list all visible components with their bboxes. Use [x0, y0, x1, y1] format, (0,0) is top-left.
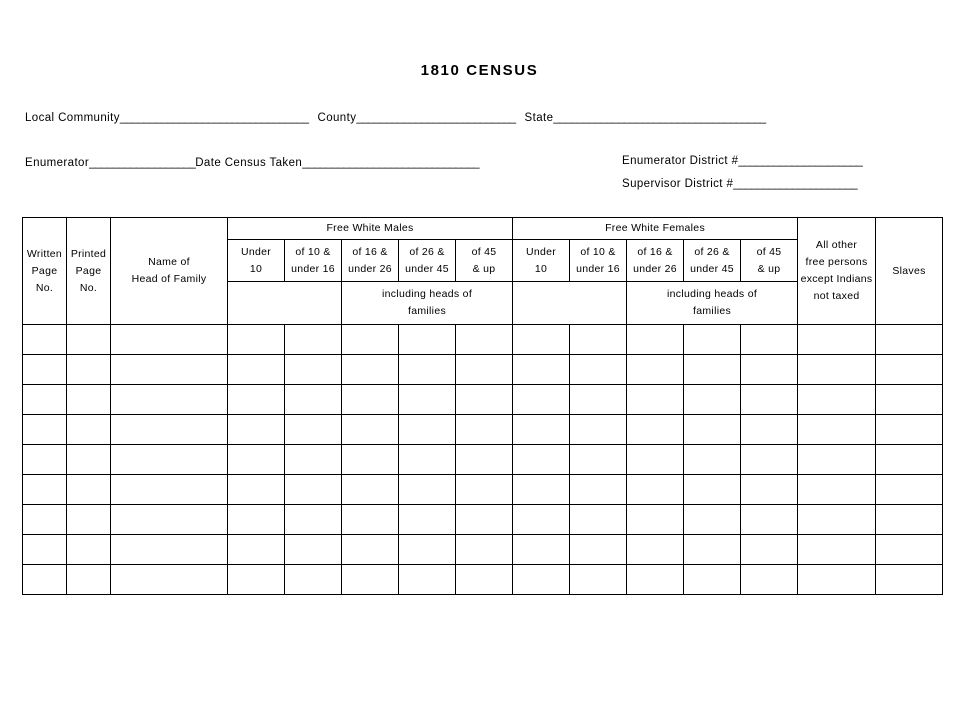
table-cell[interactable]	[798, 445, 876, 475]
table-cell[interactable]	[684, 475, 741, 505]
enumerator-label: Enumerator	[25, 157, 90, 169]
table-cell[interactable]	[111, 565, 228, 595]
table-cell[interactable]	[67, 385, 111, 415]
table-cell[interactable]	[570, 385, 627, 415]
table-row	[23, 535, 943, 565]
table-cell[interactable]	[798, 475, 876, 505]
table-cell[interactable]	[876, 565, 943, 595]
table-cell[interactable]	[570, 475, 627, 505]
table-cell[interactable]	[741, 415, 798, 445]
table-cell[interactable]	[342, 475, 399, 505]
table-row	[23, 475, 943, 505]
table-cell[interactable]	[228, 505, 285, 535]
table-cell[interactable]	[570, 445, 627, 475]
table-cell[interactable]	[456, 475, 513, 505]
table-cell[interactable]	[285, 355, 342, 385]
table-cell[interactable]	[285, 385, 342, 415]
table-cell[interactable]	[627, 415, 684, 445]
table-cell[interactable]	[798, 385, 876, 415]
table-cell[interactable]	[570, 505, 627, 535]
table-cell[interactable]	[111, 445, 228, 475]
table-cell[interactable]	[513, 385, 570, 415]
col-header-printed-page-no: Printed Page No.	[67, 218, 111, 325]
table-cell[interactable]	[67, 475, 111, 505]
table-cell[interactable]	[399, 385, 456, 415]
table-cell[interactable]	[342, 415, 399, 445]
col-header-females-under-10: Under 10	[513, 240, 570, 282]
table-cell[interactable]	[23, 385, 67, 415]
table-cell[interactable]	[285, 445, 342, 475]
local-community-label: Local Community	[25, 112, 120, 124]
page-title: 1810 CENSUS	[420, 62, 539, 79]
table-cell[interactable]	[456, 385, 513, 415]
col-header-males-16-to-26: of 16 & under 26	[342, 240, 399, 282]
table-cell[interactable]	[111, 505, 228, 535]
table-cell[interactable]	[399, 325, 456, 355]
col-header-females-45-and-up: of 45 & up	[741, 240, 798, 282]
table-cell[interactable]	[876, 445, 943, 475]
table-group-header-row	[23, 218, 943, 240]
table-cell[interactable]	[684, 385, 741, 415]
table-cell[interactable]	[23, 325, 67, 355]
enumerator-input-rule[interactable]: __________________	[89, 157, 196, 169]
table-cell[interactable]	[741, 505, 798, 535]
enumerator-district-input-rule[interactable]: _____________________	[738, 155, 863, 167]
table-cell[interactable]	[798, 415, 876, 445]
table-cell[interactable]	[23, 445, 67, 475]
spacer-males-10-to-16	[285, 282, 342, 325]
table-cell[interactable]	[342, 385, 399, 415]
col-header-males-10-to-16: of 10 & under 16	[285, 240, 342, 282]
table-cell[interactable]	[67, 565, 111, 595]
table-cell[interactable]	[684, 415, 741, 445]
table-cell[interactable]	[342, 535, 399, 565]
date-census-taken-input-rule[interactable]: ______________________________	[302, 157, 480, 169]
table-cell[interactable]	[513, 535, 570, 565]
county-label: County	[317, 112, 357, 124]
col-header-males-45-and-up: of 45 & up	[456, 240, 513, 282]
col-group-header-free-white-females: Free White Females	[513, 218, 798, 240]
table-cell[interactable]	[741, 565, 798, 595]
col-header-slaves: Slaves	[876, 218, 943, 325]
table-cell[interactable]	[627, 535, 684, 565]
table-cell[interactable]	[228, 475, 285, 505]
table-cell[interactable]	[513, 415, 570, 445]
table-cell[interactable]	[399, 505, 456, 535]
table-cell[interactable]	[111, 325, 228, 355]
table-cell[interactable]	[228, 355, 285, 385]
col-header-females-10-to-16: of 10 & under 16	[570, 240, 627, 282]
col-header-males-including-heads-of-families: including heads of families	[342, 282, 513, 325]
table-cell[interactable]	[513, 355, 570, 385]
table-cell[interactable]	[798, 505, 876, 535]
table-cell[interactable]	[513, 505, 570, 535]
table-cell[interactable]	[342, 565, 399, 595]
col-header-written-page-no: Written Page No.	[23, 218, 67, 325]
table-cell[interactable]	[798, 355, 876, 385]
table-cell[interactable]	[627, 385, 684, 415]
state-label: State	[524, 112, 554, 124]
table-cell[interactable]	[67, 355, 111, 385]
table-cell[interactable]	[627, 325, 684, 355]
state-input-rule[interactable]: ____________________________________	[553, 112, 766, 124]
table-cell[interactable]	[23, 505, 67, 535]
table-cell[interactable]	[798, 535, 876, 565]
spacer-females-under-10	[513, 282, 570, 325]
table-cell[interactable]	[876, 325, 943, 355]
local-community-input-rule[interactable]: ________________________________	[119, 112, 309, 124]
table-cell[interactable]	[111, 385, 228, 415]
header-row-enumerator	[25, 157, 479, 169]
table-cell[interactable]	[627, 565, 684, 595]
table-cell[interactable]	[111, 415, 228, 445]
supervisor-district-label: Supervisor District #	[622, 178, 734, 190]
table-cell[interactable]	[23, 415, 67, 445]
table-cell[interactable]	[570, 535, 627, 565]
table-cell[interactable]	[342, 325, 399, 355]
table-cell[interactable]	[23, 475, 67, 505]
table-cell[interactable]	[798, 565, 876, 595]
table-row	[23, 355, 943, 385]
table-cell[interactable]	[798, 325, 876, 355]
table-cell[interactable]	[23, 535, 67, 565]
col-header-all-other-free-persons: All other free persons except Indians not taxed	[798, 218, 876, 325]
table-cell[interactable]	[876, 385, 943, 415]
table-cell[interactable]	[570, 415, 627, 445]
table-cell[interactable]	[67, 505, 111, 535]
table-cell[interactable]	[228, 415, 285, 445]
table-row	[23, 415, 943, 445]
table-cell[interactable]	[456, 445, 513, 475]
county-input-rule[interactable]: ___________________________	[356, 112, 516, 124]
header-row-location	[25, 112, 766, 124]
col-header-name-of-head-of-family: Name of Head of Family	[111, 218, 228, 325]
table-cell[interactable]	[285, 535, 342, 565]
table-cell[interactable]	[684, 325, 741, 355]
header-row-enumerator-district	[622, 155, 862, 167]
table-cell[interactable]	[627, 445, 684, 475]
supervisor-district-input-rule[interactable]: _____________________	[733, 178, 858, 190]
table-cell[interactable]	[876, 535, 943, 565]
table-cell[interactable]	[456, 505, 513, 535]
table-cell[interactable]	[627, 355, 684, 385]
table-cell[interactable]	[741, 475, 798, 505]
table-cell[interactable]	[627, 475, 684, 505]
table-cell[interactable]	[67, 535, 111, 565]
table-cell[interactable]	[456, 565, 513, 595]
table-cell[interactable]	[513, 325, 570, 355]
col-header-females-16-to-26: of 16 & under 26	[627, 240, 684, 282]
census-table	[22, 217, 943, 595]
table-cell[interactable]	[285, 415, 342, 445]
census-table-body	[23, 325, 943, 595]
col-header-females-including-heads-of-families: including heads of families	[627, 282, 798, 325]
table-cell[interactable]	[285, 325, 342, 355]
table-cell[interactable]	[23, 355, 67, 385]
table-cell[interactable]	[111, 535, 228, 565]
table-cell[interactable]	[741, 535, 798, 565]
table-cell[interactable]	[67, 445, 111, 475]
table-cell[interactable]	[684, 535, 741, 565]
spacer-females-10-to-16	[570, 282, 627, 325]
table-cell[interactable]	[876, 355, 943, 385]
table-cell[interactable]	[399, 565, 456, 595]
table-cell[interactable]	[342, 355, 399, 385]
table-cell[interactable]	[111, 475, 228, 505]
table-cell[interactable]	[23, 565, 67, 595]
col-header-females-26-to-45: of 26 & under 45	[684, 240, 741, 282]
spacer-males-under-10	[228, 282, 285, 325]
table-cell[interactable]	[741, 445, 798, 475]
table-cell[interactable]	[570, 565, 627, 595]
table-cell[interactable]	[570, 325, 627, 355]
table-cell[interactable]	[67, 415, 111, 445]
table-row	[23, 385, 943, 415]
table-cell[interactable]	[228, 535, 285, 565]
table-cell[interactable]	[456, 355, 513, 385]
header-row-supervisor-district	[622, 178, 857, 190]
table-cell[interactable]	[684, 445, 741, 475]
enumerator-district-label: Enumerator District #	[622, 155, 739, 167]
table-cell[interactable]	[741, 385, 798, 415]
table-cell[interactable]	[285, 475, 342, 505]
table-cell[interactable]	[285, 565, 342, 595]
table-cell[interactable]	[876, 415, 943, 445]
table-cell[interactable]	[399, 535, 456, 565]
date-census-taken-label: Date Census Taken	[195, 157, 303, 169]
table-row	[23, 445, 943, 475]
table-cell[interactable]	[456, 325, 513, 355]
table-cell[interactable]	[285, 505, 342, 535]
table-cell[interactable]	[67, 325, 111, 355]
table-cell[interactable]	[513, 445, 570, 475]
table-cell[interactable]	[228, 325, 285, 355]
table-cell[interactable]	[342, 505, 399, 535]
table-cell[interactable]	[627, 505, 684, 535]
table-cell[interactable]	[684, 505, 741, 535]
table-row	[23, 325, 943, 355]
table-cell[interactable]	[228, 445, 285, 475]
table-cell[interactable]	[456, 415, 513, 445]
table-cell[interactable]	[684, 355, 741, 385]
table-cell[interactable]	[684, 565, 741, 595]
table-cell[interactable]	[228, 565, 285, 595]
table-cell[interactable]	[741, 355, 798, 385]
table-cell[interactable]	[399, 445, 456, 475]
table-cell[interactable]	[876, 475, 943, 505]
table-cell[interactable]	[111, 355, 228, 385]
table-row	[23, 505, 943, 535]
col-header-males-under-10: Under 10	[228, 240, 285, 282]
table-cell[interactable]	[456, 535, 513, 565]
table-row	[23, 565, 943, 595]
table-cell[interactable]	[342, 445, 399, 475]
table-cell[interactable]	[399, 475, 456, 505]
table-cell[interactable]	[876, 505, 943, 535]
table-cell[interactable]	[513, 475, 570, 505]
table-cell[interactable]	[399, 355, 456, 385]
table-cell[interactable]	[513, 565, 570, 595]
table-cell[interactable]	[570, 355, 627, 385]
table-cell[interactable]	[741, 325, 798, 355]
table-cell[interactable]	[399, 415, 456, 445]
table-cell[interactable]	[228, 385, 285, 415]
col-header-males-26-to-45: of 26 & under 45	[399, 240, 456, 282]
col-group-header-free-white-males: Free White Males	[228, 218, 513, 240]
